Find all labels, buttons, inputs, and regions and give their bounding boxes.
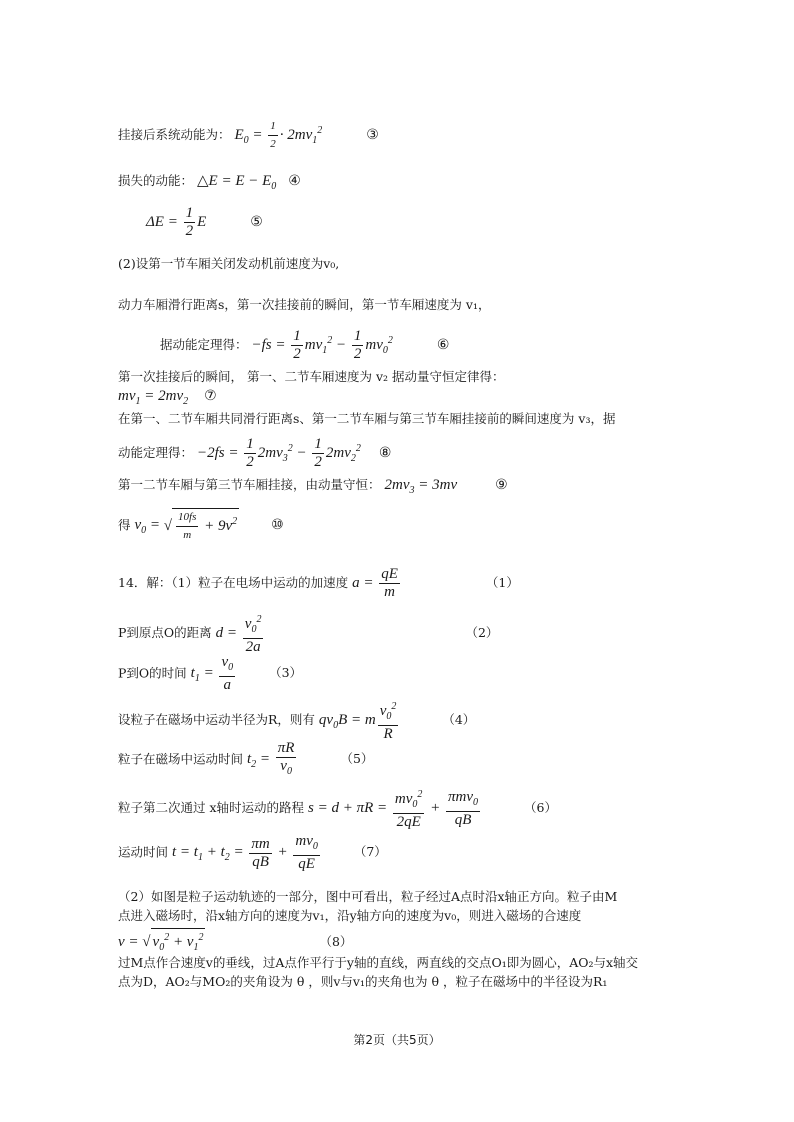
line-label: 14．解：（1）粒子在电场中运动的加速度 — [118, 574, 349, 590]
combined-velocity-line — [118, 928, 352, 957]
result-line — [118, 508, 284, 544]
total-time-line — [118, 833, 387, 873]
lost-energy-line — [118, 172, 301, 196]
equation: $E_0$ = $\frac{1}{2}$ · $2mv_1^2$ — [234, 120, 323, 150]
equation: $v_0$ = √ $\frac{10fs}{m}$ + $9v^2$ — [135, 517, 240, 533]
equation-marker: （4） — [442, 711, 476, 727]
equation-marker: （6） — [524, 799, 557, 815]
line-label: 第一二节车厢与第三节车厢挂接，由动量守恒： — [118, 477, 381, 492]
line-label: 得 — [118, 517, 131, 533]
equation-marker: （8） — [319, 933, 353, 949]
equation: $2mv_3 = 3mv$ — [384, 477, 458, 496]
equation-marker: ⑨ — [495, 477, 508, 493]
equation: −2fs = $\frac{1}{2}$ $2mv_3^2$ − $\frac{1}{2}$ $2mv_2^2$ — [197, 436, 361, 470]
equation: s = d + πR = $\frac{mv_0^2}{2qE}$ + $\frac{\pi mv_0}{qB}$ — [308, 800, 482, 816]
line-label: 粒子在磁场中运动时间 — [118, 751, 244, 767]
equation: d = $\frac{v_0^2}{2a}$ — [216, 625, 266, 641]
equation: v = √ $v_0^2 + v_1^2$ — [118, 934, 205, 950]
momentum-line-2 — [118, 476, 508, 500]
line-label: 粒子第二次通过 x轴时运动的路程 — [118, 799, 305, 815]
equation: △E = $E - E_0$ — [197, 173, 277, 192]
line-label: 损失的动能： — [118, 173, 194, 188]
equation-marker: （1） — [485, 574, 519, 590]
equation-marker: ⑤ — [250, 213, 263, 230]
acceleration-line — [118, 566, 519, 601]
line-label: 设粒子在磁场中运动半径为R，则有 — [118, 711, 315, 727]
equation: $t_2$ = $\frac{\pi R}{v_0}$ — [247, 740, 295, 777]
line-label: 动能定理得： — [118, 444, 194, 460]
equation-marker: ③ — [366, 126, 379, 143]
page-footer: 第2页（共5页） — [353, 1033, 441, 1047]
equation: $t_1$ = $\frac{v_0}{a}$ — [190, 654, 234, 693]
equation: a = $\frac{qE}{m}$ — [352, 566, 398, 600]
equation-marker: （7） — [353, 844, 387, 860]
paragraph-line: （2）如图是粒子运动轨迹的一部分，图中可看出，粒子经过A点时沿x轴正方向。粒子由M — [118, 889, 618, 904]
equation-marker: ④ — [288, 173, 301, 189]
paragraph-line: 过M点作合速度v的垂线，过A点作平行于y轴的直线，两直线的交点O₁即为圆心，AO₂与x轴交 — [118, 955, 639, 970]
line-label: 据动能定理得： — [160, 336, 248, 352]
path-length-line — [118, 786, 557, 831]
time-t2-line — [118, 740, 373, 780]
line-label: P到O的时间 — [118, 665, 187, 681]
equation-marker: ⑥ — [436, 336, 450, 353]
energy-after-coupling-line — [118, 118, 379, 153]
paragraph-line: (2)设第一节车厢关闭发动机前速度为v₀, — [118, 256, 340, 271]
equation: $t = t_1 + t_2$ = $\frac{\pi m}{qB}$ + $\frac{mv_0}{qE}$ — [172, 833, 318, 872]
equation-marker: （3） — [269, 665, 303, 681]
radius-line — [118, 698, 475, 743]
time-t1-line — [118, 654, 302, 694]
momentum-line-1 — [118, 387, 217, 411]
equation: −fs = $\frac{1}{2}$ $mv_1^2$ − $\frac{1}{2}$ $mv_0^2$ — [251, 328, 393, 362]
equation: $mv_1 = 2mv_2$ — [118, 388, 189, 407]
paragraph-line: 第一次挂接后的瞬间， 第一、二节车厢速度为 v₂ 据动量守恒定律得： — [118, 369, 505, 384]
equation: ΔE = $\frac{1}{2}$ E — [146, 205, 207, 239]
line-label: P到原点O的距离 — [118, 624, 212, 640]
kinetic-theorem-line-2 — [118, 436, 391, 471]
equation-marker: ⑩ — [271, 517, 284, 534]
equation: $qv_0B = m$ $\frac{v_0^2}{R}$ — [319, 712, 400, 728]
equation-marker: （5） — [340, 751, 374, 767]
delta-e-line — [146, 205, 263, 240]
equation-marker: ⑧ — [378, 444, 392, 461]
distance-line — [118, 611, 498, 656]
line-label: 运动时间 — [118, 844, 169, 860]
paragraph-line: 点进入磁场时，沿x轴方向的速度为v₁，沿y轴方向的速度为v₀，则进入磁场的合速度 — [118, 908, 582, 923]
paragraph-line: 动力车厢滑行距离s，第一次挂接前的瞬间，第一节车厢速度为 v₁， — [118, 297, 491, 312]
kinetic-theorem-line — [160, 328, 449, 363]
line-label: 挂接后系统动能为： — [118, 126, 231, 142]
paragraph-line: 点为D，AO₂与MO₂的夹角设为 θ ，则v与v₁的夹角也为 θ ，粒子在磁场中的半径设为R₁ — [118, 974, 608, 989]
equation-marker: ⑦ — [204, 388, 217, 404]
paragraph-line: 在第一、二节车厢共同滑行距离s、第一二节车厢与第三节车厢挂接前的瞬间速度为 v₃，据 — [118, 411, 616, 426]
equation-marker: （2） — [465, 624, 499, 640]
